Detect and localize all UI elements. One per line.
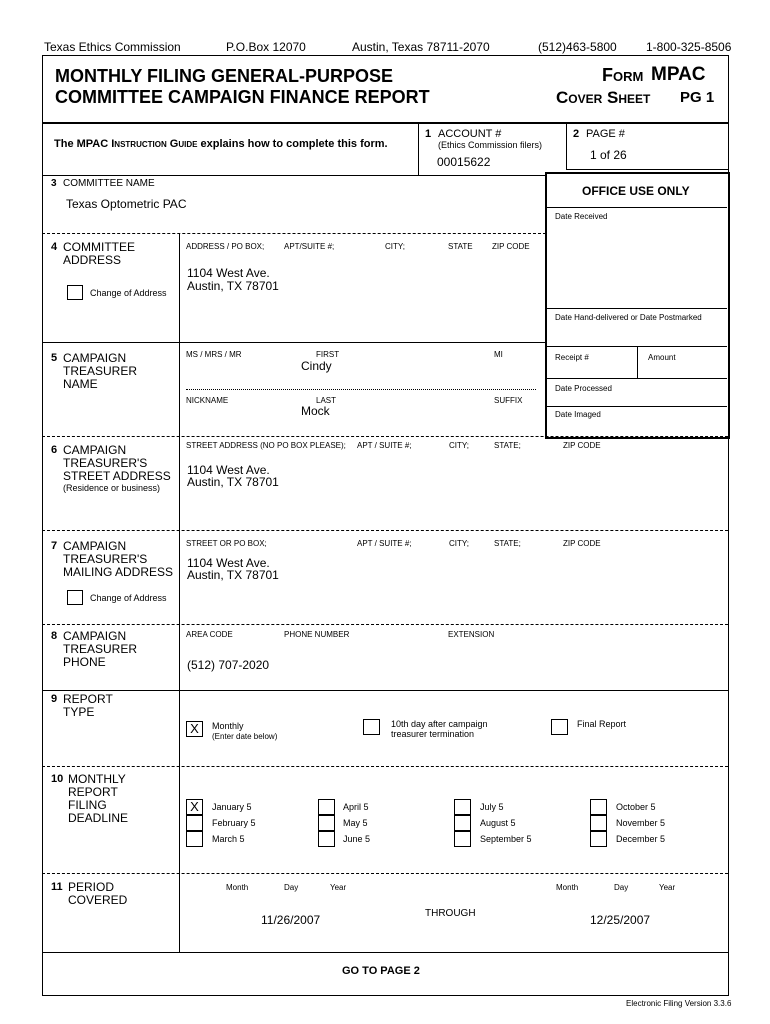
deadline-december-label: December 5 xyxy=(616,834,666,844)
deadline-march-checkbox[interactable] xyxy=(186,831,203,847)
cover-sheet-label: Cover Sheet xyxy=(556,88,651,107)
instruction-prefix: The MPAC xyxy=(54,138,109,150)
s6-col-addr: STREET ADDRESS (NO PO BOX PLEASE); xyxy=(186,441,346,450)
s4-col-zip: ZIP CODE xyxy=(492,242,530,251)
agency-name: Texas Ethics Commission xyxy=(44,40,181,54)
deadline-july-label: July 5 xyxy=(480,802,504,812)
s3-bottom xyxy=(42,233,546,234)
s9-monthly-label: Monthly xyxy=(212,721,244,731)
s6-col-apt: APT / SUITE #; xyxy=(357,441,412,450)
receipt-line xyxy=(547,378,727,379)
page-label: PG 1 xyxy=(680,89,715,106)
s7-col-addr: STREET OR PO BOX; xyxy=(186,539,267,548)
s7-col-apt: APT / SUITE #; xyxy=(357,539,412,548)
deadline-january-checkbox[interactable]: X xyxy=(186,799,203,815)
period-through-label: THROUGH xyxy=(425,908,476,919)
deadline-february-checkbox[interactable] xyxy=(186,815,203,831)
s8-col-phone: PHONE NUMBER xyxy=(284,630,350,639)
deadline-january-label: January 5 xyxy=(212,802,252,812)
period-from-value: 11/26/2007 xyxy=(261,913,321,927)
s5-col-nick: NICKNAME xyxy=(186,396,229,405)
s8-label2: TREASURER xyxy=(63,642,138,656)
page-num-value: 1 of 26 xyxy=(590,148,627,162)
agency-phone: (512)463-5800 xyxy=(538,40,617,54)
s4-num: 4 xyxy=(51,241,58,253)
treasurer-mailing-line1: 1104 West Ave. xyxy=(187,556,270,570)
s3-label: COMMITTEE NAME xyxy=(63,178,155,189)
page-box-bottom xyxy=(566,169,728,170)
deadline-july-checkbox[interactable] xyxy=(454,799,471,815)
date-hand-label: Date Hand-delivered or Date Postmarked xyxy=(555,313,702,322)
deadline-september-checkbox[interactable] xyxy=(454,831,471,847)
deadline-september-label: September 5 xyxy=(480,834,532,844)
report-type-tenth-day-checkbox[interactable] xyxy=(363,719,380,735)
office-use-title-line xyxy=(547,207,727,208)
agency-toll-free: 1-800-325-8506 xyxy=(646,40,732,54)
s11-num: 11 xyxy=(51,881,63,893)
s4-col-apt: APT/SUITE #; xyxy=(284,242,335,251)
date-processed-line xyxy=(547,406,727,407)
s6-col-state: STATE; xyxy=(494,441,521,450)
s10-label1: MONTHLY xyxy=(68,772,126,786)
s6-label4: (Residence or business) xyxy=(63,483,161,493)
report-type-final-checkbox[interactable] xyxy=(551,719,568,735)
date-received-line xyxy=(547,308,727,309)
s6-label1: CAMPAIGN xyxy=(63,443,127,457)
agency-city: Austin, Texas 78711-2070 xyxy=(352,40,490,54)
deadline-april-label: April 5 xyxy=(343,802,369,812)
s11-from-year-label: Year xyxy=(330,883,347,892)
deadline-may-label: May 5 xyxy=(343,818,368,828)
s7-col-state: STATE; xyxy=(494,539,521,548)
s6-label3: STREET ADDRESS xyxy=(63,469,171,483)
s6-label2: TREASURER'S xyxy=(63,456,148,470)
account-num: 1 xyxy=(425,128,432,140)
treasurer-street-line1: 1104 West Ave. xyxy=(187,463,270,477)
s4-label1: COMMITTEE xyxy=(63,240,135,254)
s11-from-day-label: Day xyxy=(284,883,299,892)
deadline-october-label: October 5 xyxy=(616,802,656,812)
s8-label1: CAMPAIGN xyxy=(63,629,127,643)
deadline-november-label: November 5 xyxy=(616,818,666,828)
deadline-june-checkbox[interactable] xyxy=(318,831,335,847)
treasurer-last-name: Mock xyxy=(301,404,330,418)
s7-label2: TREASURER'S xyxy=(63,552,148,566)
s9-label2: TYPE xyxy=(63,705,95,719)
s5-col-first: FIRST xyxy=(316,350,340,359)
report-type-monthly-checkbox[interactable]: X xyxy=(186,721,203,737)
form-title-line2: COMMITTEE CAMPAIGN FINANCE REPORT xyxy=(55,87,430,107)
s7-bottom xyxy=(42,624,728,625)
s11-to-year-label: Year xyxy=(659,883,676,892)
s5-num: 5 xyxy=(51,352,58,364)
s11-label2: COVERED xyxy=(68,893,128,907)
s9-tenth-line1: 10th day after campaign xyxy=(391,719,488,729)
account-value: 00015622 xyxy=(437,155,491,169)
s4-col-addr: ADDRESS / PO BOX; xyxy=(186,242,265,251)
page-num-label: PAGE # xyxy=(586,128,625,140)
page-num-index: 2 xyxy=(573,128,580,140)
s5-col-title: MS / MRS / MR xyxy=(186,350,242,359)
s11-label1: PERIOD xyxy=(68,880,115,894)
deadline-december-checkbox[interactable] xyxy=(590,831,607,847)
s8-col-ext: EXTENSION xyxy=(448,630,495,639)
s6-col-zip: ZIP CODE xyxy=(563,441,601,450)
s4-label2: ADDRESS xyxy=(63,253,122,267)
deadline-april-checkbox[interactable] xyxy=(318,799,335,815)
page-box-left-border xyxy=(566,123,567,169)
s8-num: 8 xyxy=(51,630,58,642)
deadline-february-label: February 5 xyxy=(212,818,256,828)
s9-bottom xyxy=(42,766,728,767)
instruction-bottom xyxy=(42,175,546,176)
s8-label3: PHONE xyxy=(63,655,106,669)
committee-address-line1: 1104 West Ave. xyxy=(187,266,270,280)
s10-label4: DEADLINE xyxy=(68,811,129,825)
account-sublabel: (Ethics Commission filers) xyxy=(438,140,543,150)
deadline-august-label: August 5 xyxy=(480,818,516,828)
s10-label3: FILING xyxy=(68,798,107,812)
deadline-november-checkbox[interactable] xyxy=(590,815,607,831)
s4-bottom xyxy=(42,342,546,343)
s5-label3: NAME xyxy=(63,377,98,391)
form-label: Form xyxy=(602,65,644,85)
form-name: MPAC xyxy=(651,64,706,85)
deadline-october-checkbox[interactable] xyxy=(590,799,607,815)
account-left-border xyxy=(418,123,419,175)
committee-name-value: Texas Optometric PAC xyxy=(66,197,187,211)
s6-col-city: CITY; xyxy=(449,441,469,450)
s4-change-label: Change of Address xyxy=(90,288,167,298)
s5-label1: CAMPAIGN xyxy=(63,351,127,365)
s6-num: 6 xyxy=(51,444,58,456)
committee-change-of-address-checkbox[interactable] xyxy=(67,285,83,300)
receipt-label: Receipt # xyxy=(555,353,589,362)
s10-label2: REPORT xyxy=(68,785,118,799)
s8-bottom xyxy=(42,690,728,691)
s11-to-day-label: Day xyxy=(614,883,629,892)
date-received-label: Date Received xyxy=(555,212,608,221)
date-imaged-label: Date Imaged xyxy=(555,410,601,419)
account-label: ACCOUNT # xyxy=(438,128,502,140)
amount-label: Amount xyxy=(648,353,676,362)
s7-label1: CAMPAIGN xyxy=(63,539,127,553)
s7-col-zip: ZIP CODE xyxy=(563,539,601,548)
treasurer-first-name: Cindy xyxy=(301,359,332,373)
s10-bottom xyxy=(42,873,728,874)
treasurer-street-line2: Austin, TX 78701 xyxy=(187,475,279,489)
go-to-page-2: GO TO PAGE 2 xyxy=(342,965,420,977)
deadline-march-label: March 5 xyxy=(212,834,245,844)
s9-final-label: Final Report xyxy=(577,719,627,729)
s9-monthly-sub: (Enter date below) xyxy=(212,732,278,741)
s5-name-divider xyxy=(186,389,536,390)
s10-num: 10 xyxy=(51,773,64,785)
instruction-suffix: explains how to complete this form. xyxy=(200,138,388,150)
s3-num: 3 xyxy=(51,178,57,189)
period-to-value: 12/25/2007 xyxy=(590,913,651,927)
s11-from-month-label: Month xyxy=(226,883,249,892)
s4-col-state: STATE xyxy=(448,242,473,251)
s9-num: 9 xyxy=(51,693,58,705)
instruction-guide: Instruction Guide xyxy=(111,138,198,150)
s5-label2: TREASURER xyxy=(63,364,138,378)
treasurer-mailing-line2: Austin, TX 78701 xyxy=(187,568,279,582)
s4-col-city: CITY; xyxy=(385,242,405,251)
s9-tenth-line2: treasurer termination xyxy=(391,729,475,739)
committee-address-line2: Austin, TX 78701 xyxy=(187,279,279,293)
treasurer-phone-value: (512) 707-2020 xyxy=(187,658,270,672)
s6-bottom xyxy=(42,530,728,531)
s9-label1: REPORT xyxy=(63,692,113,706)
form-title-line1: MONTHLY FILING GENERAL-PURPOSE xyxy=(55,66,394,86)
office-use-title: OFFICE USE ONLY xyxy=(582,184,690,198)
po-box: P.O.Box 12070 xyxy=(226,40,306,54)
s5-bottom xyxy=(42,436,728,437)
s5-col-mi: MI xyxy=(494,350,503,359)
s7-num: 7 xyxy=(51,540,58,552)
s5-col-suffix: SUFFIX xyxy=(494,396,523,405)
title-divider xyxy=(42,122,728,124)
filing-version: Electronic Filing Version 3.3.6 xyxy=(626,999,732,1008)
s11-bottom xyxy=(42,952,728,953)
deadline-august-checkbox[interactable] xyxy=(454,815,471,831)
receipt-divider xyxy=(637,346,638,378)
s7-change-label: Change of Address xyxy=(90,593,167,603)
s7-label3: MAILING ADDRESS xyxy=(63,565,174,579)
deadline-may-checkbox[interactable] xyxy=(318,815,335,831)
s8-col-area: AREA CODE xyxy=(186,630,233,639)
date-processed-label: Date Processed xyxy=(555,384,612,393)
s5-col-last: LAST xyxy=(316,396,337,405)
s11-to-month-label: Month xyxy=(556,883,579,892)
deadline-june-label: June 5 xyxy=(343,834,371,844)
mailing-change-of-address-checkbox[interactable] xyxy=(67,590,83,605)
instruction-text xyxy=(54,138,388,150)
s7-col-city: CITY; xyxy=(449,539,469,548)
